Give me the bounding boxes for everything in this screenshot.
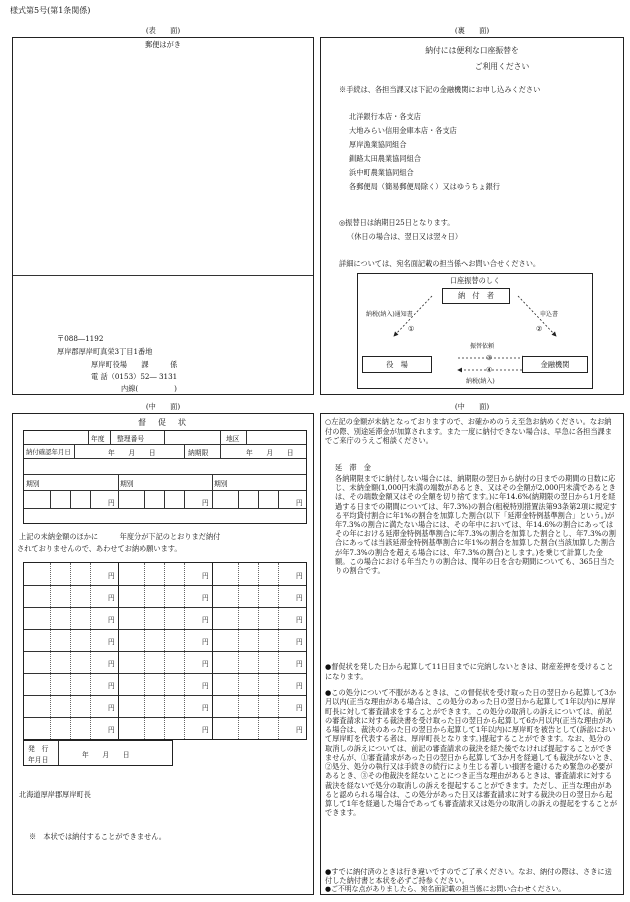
back-panel (320, 37, 624, 395)
yen-unit: 円 (202, 638, 209, 646)
mid-left-header: (中 面) (145, 402, 181, 411)
extension-line: 内線( ) (121, 384, 177, 393)
intro-text: ○左記の金額が未納となっておりますので、お確かめのうえ至急お納めください。なお納付の際、別途延滞金が加算されます。また一度に納付できない場合は、早急に各担当課までご来庁のうえご相談ください。 (325, 417, 612, 446)
postcard-label: 郵便はがき (145, 40, 181, 49)
bank-item: 各郵便局（簡易郵便局除く）又はゆうちょ銀行 (349, 182, 500, 191)
yen-unit: 円 (202, 616, 209, 624)
seizure-text: ●督促状を発した日から起算して11日目までに完納しないときは、財産差押を受けることになります。 (325, 662, 614, 681)
postal-code: 〒088―1192 (57, 334, 104, 343)
left-label: 納税(納入)通知書 (366, 311, 413, 318)
issue-label-1: 発 行 (28, 745, 49, 753)
kibetsu-label: 期別 (26, 480, 40, 488)
diagram-title: 口座振替のしく (449, 276, 501, 285)
bank-item: 釧路太田農業協同組合 (349, 154, 421, 163)
yen-unit: 円 (108, 638, 115, 646)
appeal-text: ●この処分について不服があるときは、この督促状を受け取った日の翌日から起算して3か月以内(正当な理由がある場合は、この処分のあった日の翌日から起算して1年以内)に厚岸町長に対して審査請求をすることができます。この処分の取消しの訴えについては、前記の審査請求に対する裁決書を受け取った日の翌日から起算して6か月以内(正当な理由がある場合は、裁決のあった日の翌日から起算して1年以内)に厚岸町を被告として(訴訟において厚岸町を代表する者は、厚岸町長となります。)提起することができます。なお、処分の取消しの訴えについては、前記の審査請求の裁決を経た後でなければ提起することができませんが、①審査請求があった日の翌日から起算して3か月を経過しても裁決がないとき、②処分、処分の執行又は手続きの続行により生じる著しい損害を避けるため緊急の必要があるとき、③その他裁決を経ないことにつき正当な理由があるときは、審査請求に対する裁決を経ないで処分の取消しの訴えを提起することができます。ただし、正当な理由があると認められる場合は、この処分があった日又は審査請求に対する裁決の日の翌日から起算して1年を経過した場合であっても審査請求又は処分の取消しの訴えの提起をすることができます。 (325, 688, 617, 818)
yen-unit: 円 (202, 499, 209, 507)
yen-unit: 円 (202, 572, 209, 580)
inquiry-note: ●ご不明な点がありましたら、宛名面記載の担当係にお問い合わせください。 (325, 885, 566, 893)
yen-unit: 円 (108, 660, 115, 668)
details-note: 詳細については、宛名面記載の担当係へお問い合せください。 (339, 259, 541, 268)
cannot-pay-note: ※ 本状では納付することができません。 (29, 832, 166, 841)
paid-note: ●すでに納付済のときは行き違いですのでご了承ください。なお、納付の際は、さきに送付した納付書と本状を必ずご持参ください。 (325, 868, 612, 885)
front-divider (13, 275, 313, 276)
issuer: 北海道厚岸郡厚岸町長 (19, 790, 91, 799)
procedure-note: ※手続は、各担当課又は下記の金融機関にお申し込みください (339, 85, 541, 94)
step-2: ② (536, 324, 543, 333)
transfer-date: ◎振替日は納期日25日となります。 (339, 218, 455, 227)
office-line: 厚岸町役場 課 係 (91, 360, 178, 369)
mid-left-panel (12, 413, 314, 895)
entai-text: 各納期限までに納付しない場合には、納期限の翌日から納付の日までの期間の日数に応じ、未納金額(1,000円未満の端数があるとき、又はその全額が2,000円未満であるときは、その端数金額又はその全額を切り捨てます。)に年14.6%(納期限の翌日から1月を経過する日までの期間については、年7.3%)の割合(租税特別措置法第93条第2項に規定する平均貸付割合に年1%の割合を加算した割合(以下「延滞金特例基準割合」という。)が年7.3%の割合に満たない場合には、その年中においては、年14.6%の割合にあってはその年における延滞金特例基準割合に年7.3%の割合を加算した割合とし、年7.3%の割合にあっては当該延滞金特例基準割合に年1%の割合を加算した割合(当該加算した割合が年7.3%の割合を超える場合には、年7.3%の割合)とします。)を乗じて計算した金額。この場合における年当たりの割合は、閏年の日を含む期間についても、365日当たりの割合です。 (335, 474, 617, 576)
front-header: (表 面) (145, 26, 181, 35)
transfer-diagram (357, 273, 593, 389)
mid-right-panel (320, 413, 624, 895)
yen-unit: 円 (108, 704, 115, 712)
taxpayer-box: 納 付 者 (442, 288, 510, 304)
bank-item: 北洋銀行本店・各支店 (349, 112, 421, 121)
request-label: 振替依頼 (470, 343, 495, 350)
back-title-1: 納付には便利な口座振替を (425, 46, 519, 55)
yen-unit: 円 (296, 616, 303, 624)
notice-title: 督 促 状 (138, 418, 188, 427)
message-line-1: 上記の未納金額のほかに 年度分が下記のとおりまだ納付 (19, 532, 221, 541)
step-4: ④ (486, 365, 493, 374)
yen-unit: 円 (202, 704, 209, 712)
yen-unit: 円 (296, 572, 303, 580)
right-label: 申込書 (540, 311, 559, 318)
bank-item: 浜中町農業協同組合 (349, 168, 414, 177)
seiri-label: 整理番号 (117, 435, 145, 443)
form-id: 様式第5号(第1条関係) (10, 6, 91, 15)
yen-unit: 円 (296, 682, 303, 690)
message-line-2: されておりませんので、あわせてお納め願います。 (17, 544, 182, 553)
yen-unit: 円 (202, 660, 209, 668)
yen-unit: 円 (296, 638, 303, 646)
bank-item: 厚岸漁業協同組合 (349, 140, 407, 149)
address-line: 厚岸郡厚岸町真栄3丁目1番地 (57, 347, 153, 356)
issue-label-2: 年月日 (28, 756, 49, 764)
yen-unit: 円 (108, 594, 115, 602)
back-title-2: ご利用ください (474, 62, 530, 71)
payment-label: 納税(納入) (466, 378, 495, 385)
yen-unit: 円 (296, 499, 303, 507)
office-box: 役 場 (362, 356, 432, 373)
nokigen-label: 納期限 (188, 449, 209, 457)
nokigen-value: 年 月 日 (246, 449, 294, 457)
issue-date-value: 年 月 日 (82, 751, 130, 759)
nofu-date-value: 年 月 日 (108, 449, 156, 457)
yen-unit: 円 (296, 594, 303, 602)
nofu-date-label: 納付確認年月日 (26, 448, 71, 456)
yen-unit: 円 (202, 594, 209, 602)
chiku-label: 地区 (226, 435, 240, 443)
amount-grid (23, 562, 307, 740)
mid-right-header: (中 面) (454, 402, 490, 411)
step-1: ① (408, 324, 415, 333)
yen-unit: 円 (202, 682, 209, 690)
yen-unit: 円 (108, 726, 115, 734)
yen-unit: 円 (108, 682, 115, 690)
bank-list (349, 112, 500, 196)
issue-date-box (23, 740, 173, 766)
holiday-note: （休日の場合は、翌日又は翌々日） (347, 232, 463, 241)
front-panel (12, 37, 314, 395)
nendo-label: 年度 (91, 435, 105, 443)
yen-unit: 円 (296, 704, 303, 712)
yen-unit: 円 (202, 726, 209, 734)
yen-unit: 円 (108, 499, 115, 507)
yen-unit: 円 (296, 726, 303, 734)
yen-unit: 円 (296, 660, 303, 668)
bank-box: 金融機関 (522, 356, 588, 373)
phone-line: 電 話（0153）52― 3131 (91, 372, 178, 381)
bank-item: 大地みらい信用金庫本店・各支店 (349, 126, 457, 135)
yen-unit: 円 (108, 572, 115, 580)
entai-title: 延 滞 金 (335, 463, 371, 472)
yen-unit: 円 (108, 616, 115, 624)
back-header: (裏 面) (454, 26, 490, 35)
step-3: ③ (486, 353, 493, 362)
kibetsu-label: 期別 (120, 480, 134, 488)
kibetsu-label: 期別 (214, 480, 228, 488)
notice-table (23, 430, 307, 524)
